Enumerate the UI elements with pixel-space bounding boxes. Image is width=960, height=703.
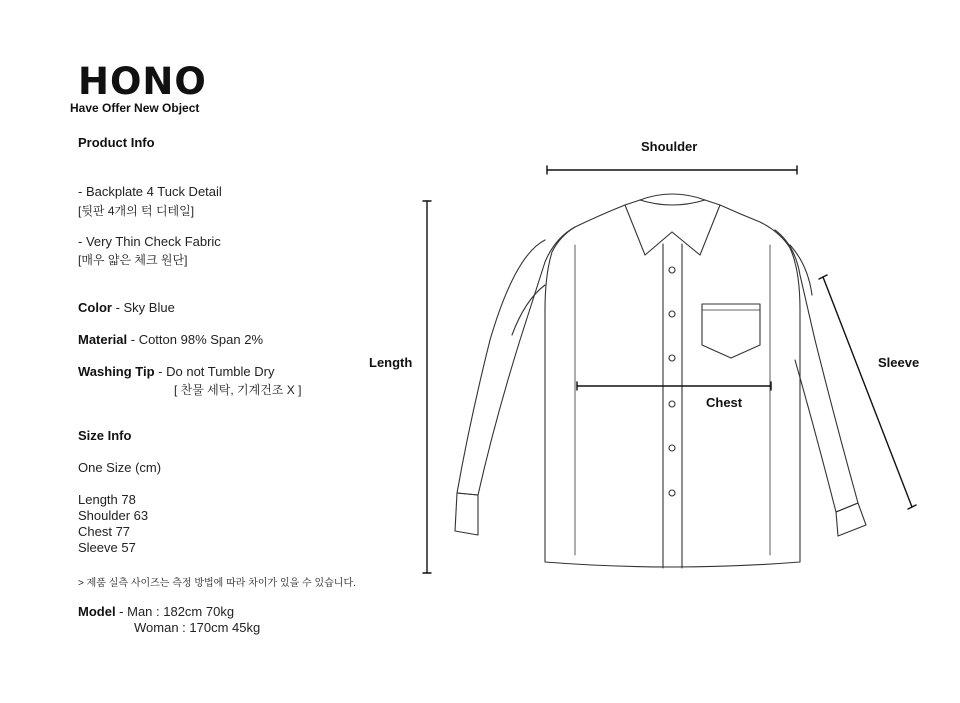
detail-2-ko: [매우 얇은 체크 원단]	[78, 253, 188, 267]
detail-1-ko: [뒷판 4개의 턱 디테일]	[78, 204, 195, 218]
button-6	[669, 490, 675, 496]
size-type: One Size (cm)	[78, 460, 162, 475]
collar-right	[672, 205, 720, 255]
product-info-heading: Product Info	[78, 135, 155, 150]
collar-left	[625, 205, 672, 255]
left-cuff	[455, 493, 478, 535]
material-label: Material	[78, 332, 128, 347]
color-label: Color	[78, 300, 112, 315]
button-1	[669, 267, 675, 273]
model-label: Model	[78, 604, 116, 619]
washing-value-ko: [ 찬물 세탁, 기계건조 X ]	[174, 383, 302, 397]
sleeve-measure-line	[823, 277, 912, 507]
measurement-shoulder: Shoulder 63	[78, 508, 149, 523]
sleeve-label: Sleeve	[878, 355, 920, 370]
washing-label: Washing Tip	[78, 364, 155, 379]
button-4	[669, 401, 675, 407]
measurement-length: Length 78	[78, 492, 136, 507]
left-sleeve-outer	[512, 285, 545, 335]
button-2	[669, 311, 675, 317]
button-5	[669, 445, 675, 451]
collar-stand-right	[705, 200, 720, 205]
size-info-heading: Size Info	[78, 428, 132, 443]
brand-logo: HONO	[78, 60, 207, 103]
button-3	[669, 355, 675, 361]
right-cuff	[836, 503, 866, 536]
collar-stand-left	[625, 200, 640, 205]
color-value: - Sky Blue	[111, 300, 175, 315]
right-sleeve	[775, 230, 858, 512]
model-woman: Woman : 170cm 45kg	[134, 620, 261, 635]
washing-value: - Do not Tumble Dry	[154, 364, 275, 379]
measurement-chest: Chest 77	[78, 524, 131, 539]
length-label: Length	[369, 355, 413, 370]
detail-1-en: - Backplate 4 Tuck Detail	[78, 184, 222, 199]
left-sleeve	[457, 227, 575, 495]
chest-label: Chest	[706, 395, 743, 410]
brand-tagline: Have Offer New Object	[70, 101, 200, 115]
model-man: - Man : 182cm 70kg	[115, 604, 235, 619]
collar-band	[640, 194, 705, 200]
chest-pocket	[702, 304, 760, 358]
size-note: > 제품 실측 사이즈는 측정 방법에 따라 차이가 있을 수 있습니다.	[78, 578, 356, 589]
shoulder-label: Shoulder	[641, 139, 698, 154]
material-value: - Cotton 98% Span 2%	[127, 332, 263, 347]
collar-back	[640, 200, 705, 205]
detail-2-en: - Very Thin Check Fabric	[78, 234, 221, 249]
measurement-sleeve: Sleeve 57	[78, 540, 136, 555]
